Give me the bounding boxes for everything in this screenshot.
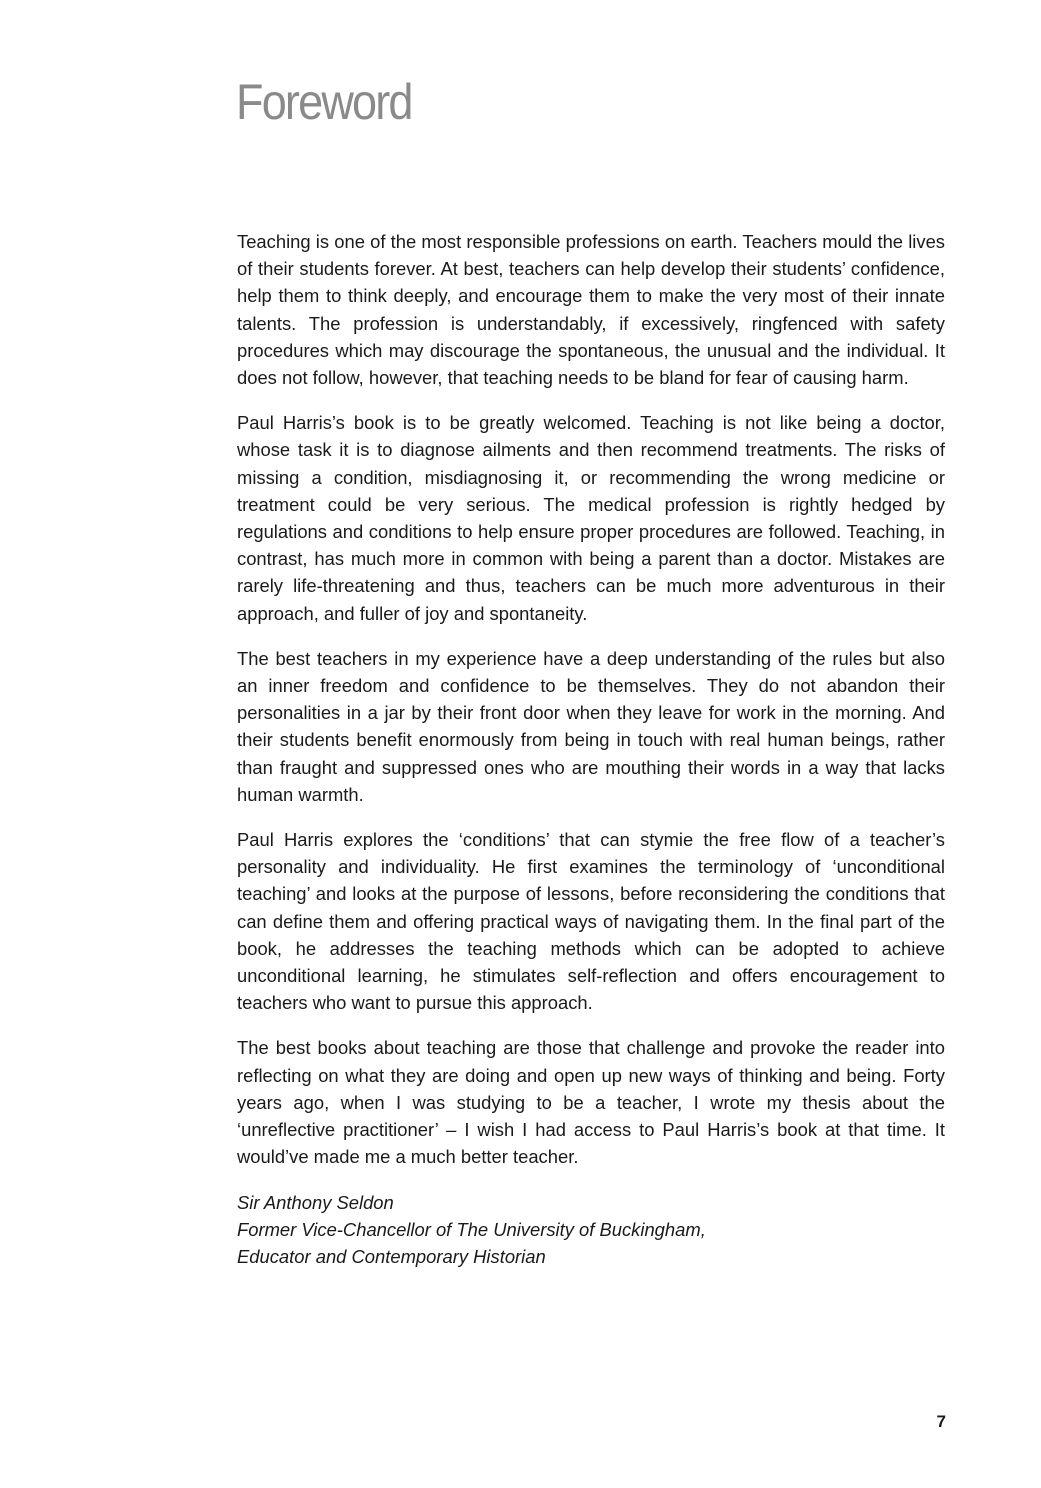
paragraph-3: The best teachers in my experience have a deep understanding of the rules but also an inner freedom and confidence to be themselves. They do not abandon their personalities in a jar by their front door when they leave for work in the morning. And their students benefit enormously from being in touch with real human beings, rather than fraught and suppressed ones who are mouthing their words in a way that lacks human warmth.	[237, 647, 945, 805]
paragraph-2: Paul Harris’s book is to be greatly welcomed. Teaching is not like being a doctor, whose task it is to diagnose ailments and then recommend treatments. The risks of missing a condition, misdiagnosing it, or recommending the wrong medicine or treatment could be very serious. The medical profession is rightly hedged by regulations and conditions to help ensure proper procedures are followed. Teaching, in contrast, has much more in common with being a parent than a doctor. Mistakes are rarely life-threatening and thus, teachers can be much more adventurous in their approach, and fuller of joy and spontaneity.	[237, 412, 945, 624]
page-number: 7	[936, 1412, 946, 1431]
page-title: Foreword	[236, 74, 412, 130]
foreword-body	[237, 228, 945, 1270]
paragraph-1: Teaching is one of the most responsible professions on earth. Teachers mould the lives of their students forever. At best, teachers can help develop their students’ confidence, help them to think deeply, and encourage them to make the very most of their innate talents. The profession is understandably, if excessively, ringfenced with safety procedures which may discourage the spontaneous, the unusual and the individual. It does not follow, however, that teaching needs to be bland for fear of causing harm.	[237, 231, 945, 389]
signature-name: Sir Anthony Seldon	[237, 1191, 394, 1213]
signature-block	[237, 1189, 945, 1271]
signature-role-line-1: Former Vice-Chancellor of The University of Buckingham,	[237, 1218, 706, 1240]
paragraph-5: The best books about teaching are those that challenge and provoke the reader into reflecting on what they are doing and open up new ways of thinking and being. Forty years ago, when I was studying to be a teacher, I wrote my thesis about the ‘unreflective practitioner’ – I wish I had access to Paul Harris’s book at that time. It would’ve made me a much better teacher.	[237, 1037, 945, 1168]
paragraph-4: Paul Harris explores the ‘conditions’ that can stymie the free flow of a teacher’s personality and individuality. He first examines the terminology of ‘unconditional teaching’ and looks at the purpose of lessons, before reconsidering the conditions that can define them and offering practical ways of navigating them. In the final part of the book, he addresses the teaching methods which can be adopted to achieve unconditional learning, he stimulates self-reflection and offers encouragement to teachers who want to pursue this approach.	[237, 829, 945, 1014]
signature-role-line-2: Educator and Contemporary Historian	[237, 1245, 546, 1267]
